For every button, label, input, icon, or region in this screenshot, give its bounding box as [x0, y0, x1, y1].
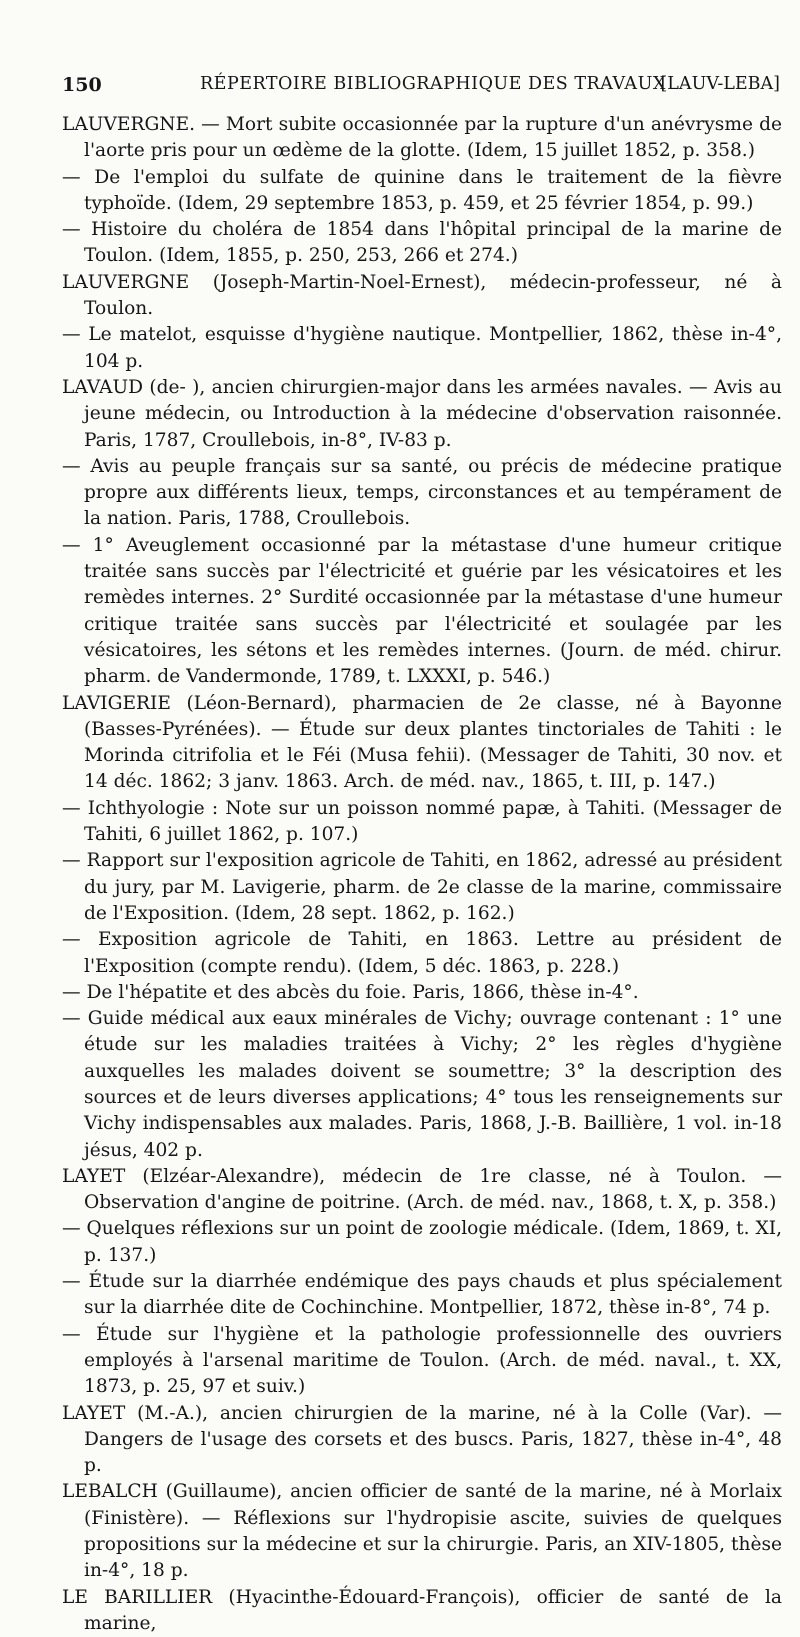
bibliography-entry: LEBALCH (Guillaume), ancien officier de santé de la marine, né à Morlaix (Finistère). — Réflexions sur l'hydropisie ascite, suivies de quelques propositions sur la médecine et sur la chirurgie. Paris, an XIV-1805, thèse in-4°, 18 p.: [62, 1481, 782, 1582]
alphabetical-range: [LAUV-LEBA]: [660, 74, 780, 94]
bibliography-entry: LAVIGERIE (Léon-Bernard), pharmacien de 2e classe, né à Bayonne (Basses-Pyrénées). — Étude sur deux plantes tinctoriales de Tahiti : le Morinda citrifolia et le Féi (Musa fehii). (Messager de Tahiti, 30 nov. et 14 déc. 1862; 3 janv. 1863. Arch. de méd. nav., 1865, t. III, p. 147.): [62, 692, 782, 793]
bibliography-entry: LE BARILLIER (Hyacinthe-Édouard-François), officier de santé de la marine,: [62, 1586, 782, 1634]
bibliography-subentry: — Étude sur l'hygiène et la pathologie professionnelle des ouvriers employés à l'arsenal maritime de Toulon. (Arch. de méd. naval., t. XX, 1873, p. 25, 97 et suiv.): [62, 1323, 782, 1398]
bibliography-subentry: — De l'hépatite et des abcès du foie. Paris, 1866, thèse in-4°.: [62, 981, 639, 1003]
bibliography-entry: LAVAUD (de- ), ancien chirurgien-major dans les armées navales. — Avis au jeune médecin, ou Introduction à la médecine d'observation raisonnée. Paris, 1787, Croullebois, in-8°, IV-83 p.: [62, 376, 782, 451]
bibliography-body: [62, 112, 782, 1637]
bibliography-subentry: — 1° Aveuglement occasionné par la métastase d'une humeur critique traitée sans succès par l'électricité et guérie par les vésicatoires et les remèdes internes. 2° Surdité occasionnée par la métastase d'une humeur critique traitée sans succès par l'électricité et soulagée par les vésicatoires, les sétons et les remèdes internes. (Journ. de méd. chirur. pharm. de Vandermonde, 1789, t. LXXXI, p. 546.): [62, 534, 782, 688]
bibliography-entry: LAYET (Elzéar-Alexandre), médecin de 1re classe, né à Toulon. — Observation d'angine de poitrine. (Arch. de méd. nav., 1868, t. X, p. 358.): [62, 1165, 782, 1214]
bibliography-subentry: — Ichthyologie : Note sur un poisson nommé papæ, à Tahiti. (Messager de Tahiti, 6 juillet 1862, p. 107.): [62, 797, 782, 846]
bibliography-subentry: — Rapport sur l'exposition agricole de Tahiti, en 1862, adressé au président du jury, par M. Lavigerie, pharm. de 2e classe de la marine, commissaire de l'Exposition. (Idem, 28 sept. 1862, p. 162.): [62, 850, 782, 924]
bibliography-subentry: — De l'emploi du sulfate de quinine dans le traitement de la fièvre typhoïde. (Idem, 29 septembre 1853, p. 459, et 25 février 1854, p. 99.): [62, 166, 782, 214]
running-title: RÉPERTOIRE BIBLIOGRAPHIQUE DES TRAVAUX: [200, 74, 666, 94]
bibliography-subentry: — Quelques réflexions sur un point de zoologie médicale. (Idem, 1869, t. XI, p. 137.): [62, 1218, 782, 1266]
bibliography-subentry: — Guide médical aux eaux minérales de Vichy; ouvrage contenant : 1° une étude sur les maladies traitées à Vichy; 2° les règles d'hygiène auxquelles les malades doivent se soumettre; 3° la description des sources et de leurs diverses applications; 4° tous les renseignements sur Vichy indispensables aux malades. Paris, 1868, J.-B. Baillière, 1 vol. in-18 jésus, 402 p.: [62, 1008, 782, 1161]
bibliography-subentry: — Étude sur la diarrhée endémique des pays chauds et plus spécialement sur la diarrhée dite de Cochinchine. Montpellier, 1872, thèse in-8°, 74 p.: [62, 1271, 782, 1319]
bibliography-subentry: — Le matelot, esquisse d'hygiène nautique. Montpellier, 1862, thèse in-4°, 104 p.: [62, 324, 782, 372]
running-header: [62, 74, 780, 104]
bibliography-entry: LAYET (M.-A.), ancien chirurgien de la marine, né à la Colle (Var). — Dangers de l'usage des corsets et des buscs. Paris, 1827, thèse in-4°, 48 p.: [62, 1402, 782, 1477]
bibliography-subentry: — Avis au peuple français sur sa santé, ou précis de médecine pratique propre aux différents lieux, temps, circonstances et au tempérament de la nation. Paris, 1788, Croullebois.: [62, 455, 782, 530]
bibliography-subentry: — Exposition agricole de Tahiti, en 1863. Lettre au président de l'Exposition (compte rendu). (Idem, 5 déc. 1863, p. 228.): [62, 929, 782, 977]
bibliography-subentry: — Histoire du choléra de 1854 dans l'hôpital principal de la marine de Toulon. (Idem, 1855, p. 250, 253, 266 et 274.): [62, 219, 782, 267]
page-number: 150: [62, 74, 102, 96]
bibliography-entry: LAUVERGNE (Joseph-Martin-Noel-Ernest), médecin-professeur, né à Toulon.: [62, 271, 782, 320]
bibliography-entry: LAUVERGNE. — Mort subite occasionnée par la rupture d'un anévrysme de l'aorte pris pour un œdème de la glotte. (Idem, 15 juillet 1852, p. 358.): [62, 114, 782, 162]
